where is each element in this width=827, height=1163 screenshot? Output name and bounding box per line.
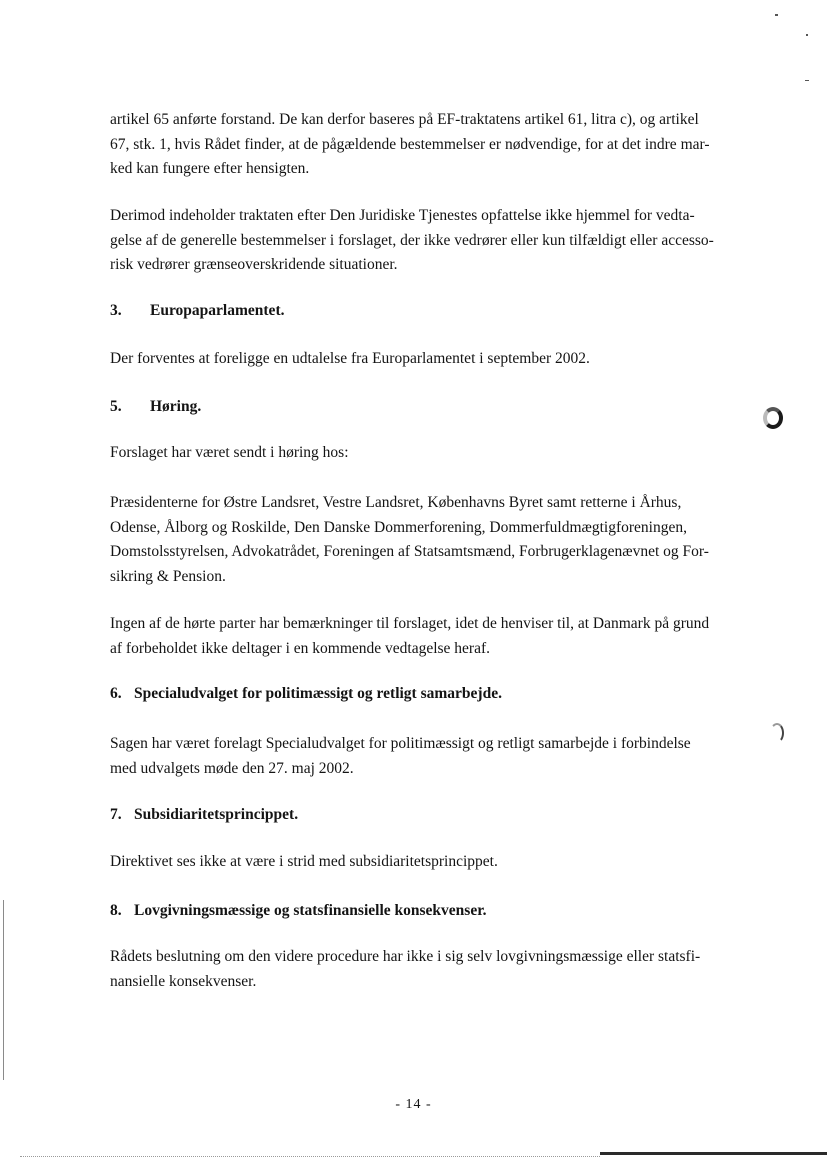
section-3-body [110, 347, 765, 372]
punch-hole-mark [763, 407, 783, 429]
text-line: Præsidenterne for Østre Landsret, Vestre Landsret, Københavns Byret samt retterne i Århus, [110, 494, 682, 511]
text-line: artikel 65 anførte forstand. De kan derfor baseres på EF-traktatens artikel 61, litra c), og artikel [110, 111, 699, 128]
section-5-outcome [110, 612, 765, 661]
page-number: - 14 - [395, 1097, 432, 1112]
text-line: ked kan fungere efter hensigten. [110, 160, 310, 177]
text-line: Der forventes at foreligge en udtalelse fra Europarlamentet i september 2002. [110, 350, 590, 367]
section-heading-7 [110, 804, 298, 826]
text-line: gelse af de generelle bestemmelser i forslaget, der ikke vedrører eller kun tilfældigt eller accesso- [110, 231, 714, 249]
text-line: af forbeholdet ikke deltager i en kommende vedtagelse heraf. [110, 639, 491, 657]
text-line: Direktivet ses ikke at være i strid med subsidiaritetsprincippet. [110, 853, 498, 870]
section-number: 7. [110, 806, 122, 823]
section-number: 3. [110, 302, 122, 319]
text-line: Rådets beslutning om den videre procedure har ikke i sig selv lovgivningsmæssige eller statsfi- [110, 948, 701, 965]
text-line: Ingen af de hørte parter har bemærkninger til forslaget, idet de henviser til, at Danmark på grund [110, 615, 710, 632]
section-5-consulted-list [110, 491, 765, 589]
text-line: sikring & Pension. [110, 567, 226, 585]
section-heading-3 [110, 300, 284, 322]
scan-edge-line [3, 900, 4, 1080]
section-5-intro [110, 441, 765, 466]
punch-hole-mark [770, 723, 784, 743]
section-title: Høring. [150, 398, 202, 415]
section-title: Europaparlamentet. [150, 302, 285, 319]
text-line: 67, stk. 1, hvis Rådet finder, at de pågældende bestemmelser er nødvendige, for at det indre mar- [110, 135, 710, 153]
text-line: Derimod indeholder traktaten efter Den Juridiske Tjenestes opfattelse ikke hjemmel for vedta- [110, 207, 695, 224]
section-title: Lovgivningsmæssige og statsfinansielle konsekvenser. [134, 902, 487, 919]
text-line: nansielle konsekvenser. [110, 972, 257, 990]
paragraph-legal-service-opinion [110, 204, 765, 278]
scan-edge-line [600, 1152, 827, 1155]
text-line: Odense, Ålborg og Roskilde, Den Danske Dommerforening, Dommerfuldmægtigforeningen, [110, 518, 687, 536]
section-heading-8 [110, 900, 487, 922]
text-line: med udvalgets møde den 27. maj 2002. [110, 759, 354, 777]
section-title: Specialudvalget for politimæssigt og retligt samarbejde. [134, 685, 502, 702]
section-heading-5 [110, 396, 201, 418]
scan-speck [775, 14, 778, 16]
section-number: 6. [110, 685, 122, 702]
section-7-body [110, 850, 765, 875]
text-line: Domstolsstyrelsen, Advokatrådet, Foreningen af Statsamtsmænd, Forbrugerklagenævnet og For- [110, 543, 709, 560]
text-line: Sagen har været forelagt Specialudvalget for politimæssigt og retligt samarbejde i forbindelse [110, 735, 691, 752]
paragraph-legal-basis [110, 108, 765, 182]
section-title: Subsidiaritetsprincippet. [134, 806, 299, 823]
text-line: Forslaget har været sendt i høring hos: [110, 444, 349, 461]
text-line: risk vedrører grænseoverskridende situationer. [110, 256, 398, 273]
scan-edge-line [20, 1156, 600, 1158]
section-number: 8. [110, 902, 122, 919]
section-6-body [110, 732, 765, 781]
section-number: 5. [110, 398, 122, 415]
scan-speck [805, 80, 809, 81]
section-heading-6 [110, 683, 502, 705]
scan-speck [806, 34, 808, 36]
section-8-body [110, 945, 765, 994]
